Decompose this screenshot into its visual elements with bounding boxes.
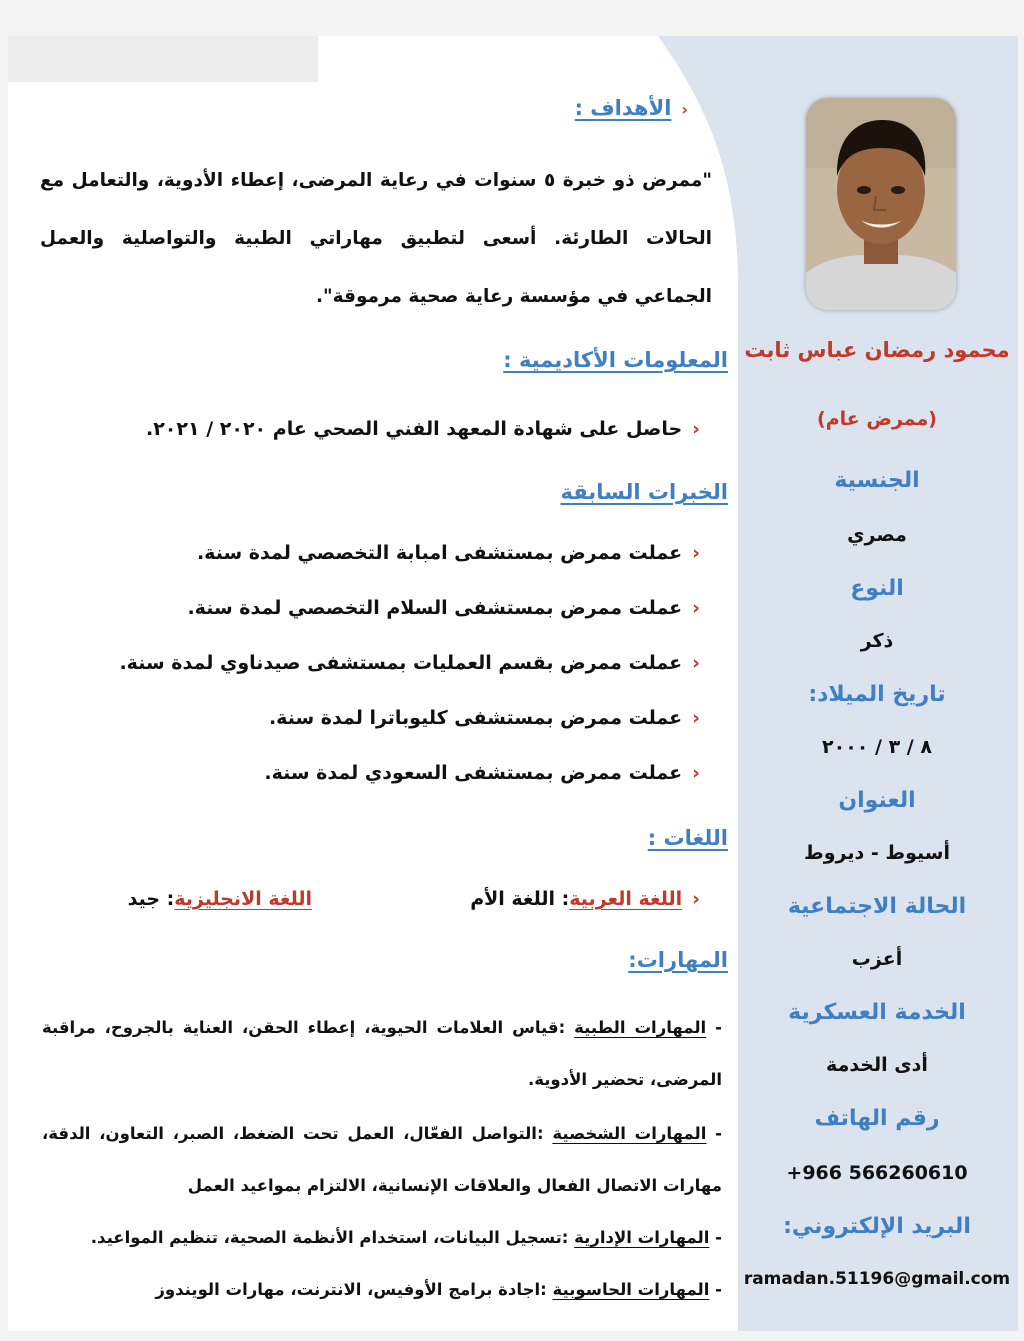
language-arabic: ‹اللغة العربية: اللغة الأم: [470, 888, 700, 910]
skill-computer: - المهارات الحاسوبية :اجادة برامج الأوفيس، الانترنت، مهارات الويندوز: [155, 1280, 722, 1299]
chevron-left-icon: ‹: [692, 762, 700, 784]
chevron-left-icon: ‹: [692, 707, 700, 729]
military-service-label: الخدمة العسكرية: [788, 1000, 966, 1025]
languages-heading: اللغات :: [647, 826, 728, 850]
skill-medical: - المهارات الطبية :قياس العلامات الحيوية، إعطاء الحقن، العناية بالجروح، مراقبة المرضى، تحضير الأدوية.: [42, 1018, 723, 1089]
chevron-left-icon: ‹: [692, 542, 700, 564]
phone-value: +966 566260610: [786, 1162, 968, 1184]
birthdate-label: تاريخ الميلاد:: [808, 682, 946, 707]
military-service-value: أدى الخدمة: [826, 1054, 928, 1076]
chevron-left-icon: ‹: [692, 888, 700, 910]
profile-photo: [806, 98, 956, 310]
language-english: اللغة الانجليزية: جيد: [127, 888, 312, 910]
academic-heading: المعلومات الأكاديمية :: [503, 348, 728, 372]
experience-item-5: ‹عملت ممرض بمستشفى السعودي لمدة سنة.: [264, 762, 700, 784]
chevron-left-icon: ‹: [692, 652, 700, 674]
chevron-left-icon: ‹: [681, 100, 688, 119]
experience-item-3: ‹عملت ممرض بقسم العمليات بمستشفى صيدناوي لمدة سنة.: [119, 652, 700, 674]
person-role: (ممرض عام): [817, 408, 937, 430]
skill-personal: - المهارات الشخصية :التواصل الفعّال، العمل تحت الضغط، الصبر، التعاون، الدقة، مهارات الاتصال الفعال والعلاقات الإنسانية، الالتزام بمواعيد العمل: [42, 1124, 723, 1195]
experience-heading: الخبرات السابقة: [560, 480, 728, 504]
gender-value: ذكر: [860, 630, 894, 652]
nationality-value: مصري: [847, 524, 907, 546]
birthdate-value: ٨ / ٣ / ٢٠٠٠: [822, 736, 932, 758]
skill-administrative: - المهارات الإدارية :تسجيل البيانات، استخدام الأنظمة الصحية، تنظيم المواعيد.: [90, 1228, 722, 1247]
experience-item-4: ‹عملت ممرض بمستشفى كليوباترا لمدة سنة.: [268, 707, 700, 729]
experience-item-1: ‹عملت ممرض بمستشفى امبابة التخصصي لمدة سنة.: [196, 542, 700, 564]
objectives-text: "ممرض ذو خبرة ٥ سنوات في رعاية المرضى، إعطاء الأدوية، والتعامل مع الحالات الطارئة. أسعى لتطبيق مهاراتي الطبية والتواصلية والعمل الجماعي في مؤسسة رعاية صحية مرموقة".: [40, 170, 712, 307]
person-name: محمود رمضان عباس ثابت: [744, 338, 1010, 362]
experience-item-2: ‹عملت ممرض بمستشفى السلام التخصصي لمدة سنة.: [187, 597, 700, 619]
gender-label: النوع: [850, 576, 904, 601]
academic-item: ‹حاصل على شهادة المعهد الفني الصحي عام ٢٠٢٠ / ٢٠٢١.: [145, 418, 700, 440]
chevron-left-icon: ‹: [692, 418, 700, 440]
resume-page: [8, 36, 1018, 1331]
chevron-left-icon: ‹: [692, 597, 700, 619]
nationality-label: الجنسية: [834, 468, 920, 493]
marital-status-label: الحالة الاجتماعية: [787, 894, 967, 919]
phone-label: رقم الهاتف: [814, 1106, 940, 1131]
top-bar: [8, 36, 318, 82]
address-label: العنوان: [838, 788, 916, 813]
objectives-heading: ‹الأهداف :: [574, 96, 688, 120]
address-value: أسيوط - ديروط: [804, 842, 950, 864]
marital-status-value: أعزب: [851, 948, 903, 970]
skills-heading: المهارات:: [628, 948, 728, 972]
email-label: البريد الإلكتروني:: [783, 1214, 971, 1239]
email-value: ramadan.51196@gmail.com: [743, 1269, 1011, 1289]
